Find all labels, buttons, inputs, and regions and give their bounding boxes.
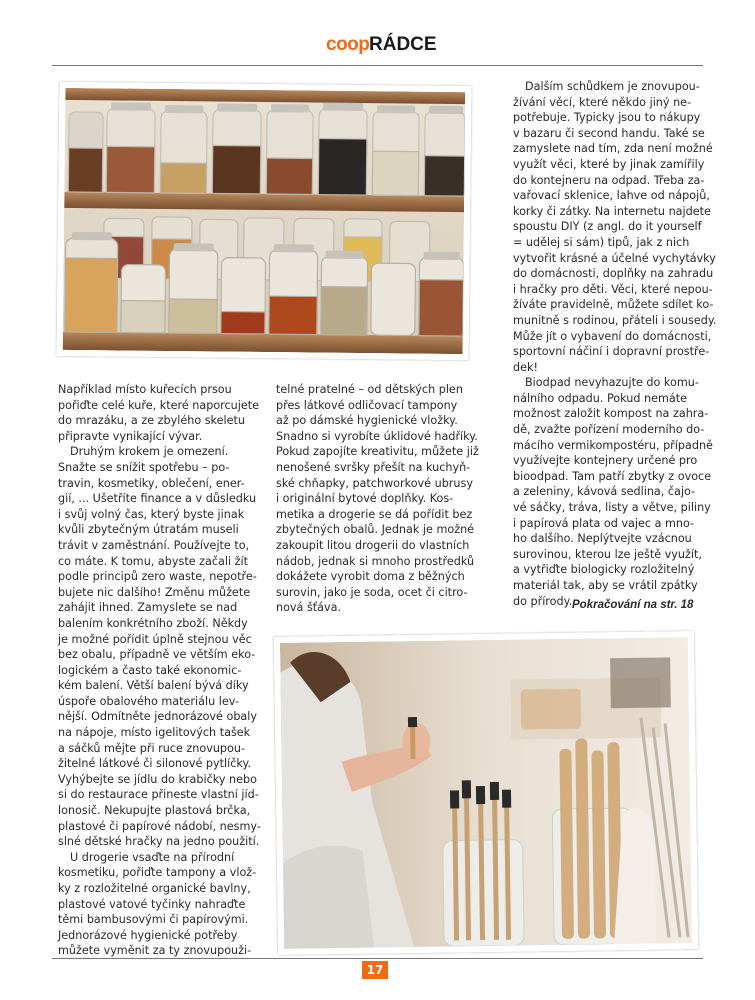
text-line: travin, kosmetiky, oblečení, ener-: [58, 476, 245, 490]
text-line: Biodpad nevyhazujte do komu-: [525, 376, 699, 390]
text-line: bioodpad. Tam patří zbytky z ovoce: [513, 469, 712, 483]
text-line: korky či zátky. Na internetu najdete: [513, 204, 711, 218]
text-line: i papírová plata od vajec a mno-: [513, 516, 695, 530]
text-line: nálního odpadu. Pokud nemáte: [513, 391, 688, 405]
text-line: možnost založit kompost na zahra-: [513, 407, 709, 421]
text-line: žívání věcí, které někdo jiný ne-: [513, 95, 692, 109]
text-line: Snažte se snížit spotřebu – po-: [58, 460, 230, 474]
continued-note: Pokračování na str. 18: [572, 599, 694, 611]
text-line: ho dalšího. Neplýtvejte vzácnou: [513, 532, 692, 546]
text-line: kvůli zbytečným útratám museli: [58, 523, 239, 537]
page-header: [0, 32, 755, 60]
text-line: až po dámské hygienické vložky.: [276, 414, 458, 428]
text-line: slné dětské hračky na jedno použití.: [58, 835, 260, 849]
text-line: můžete vyměnit za ty znovupouži-: [58, 944, 252, 958]
text-line: surovinou, kterou lze ještě využít,: [513, 547, 702, 561]
text-line: i hračky pro děti. Věci, které nepou-: [513, 282, 713, 296]
text-line: v bazaru či second handu. Také se: [513, 126, 705, 140]
text-line: nová šťáva.: [276, 601, 342, 615]
text-line: Vyhýbejte se jídlu do krabičky nebo: [58, 772, 257, 786]
text-line: kém balení. Větší balení bývá díky: [58, 679, 249, 693]
text-line: nádob, jednak si mnoho prostředků: [276, 554, 475, 568]
text-line: zbytečných obalů. Jednak je možné: [276, 523, 475, 537]
text-line: vařovací sklenice, lahve od nápojů,: [513, 189, 710, 203]
jar-shelves-photo: [57, 82, 472, 360]
text-line: munitně s rodinou, přáteli i sousedy.: [513, 313, 717, 327]
text-line: využít věci, které by jinak zamířily: [513, 157, 705, 171]
text-line: bez obalu, případně ve větším eko-: [58, 648, 256, 662]
text-line: do přírody.: [513, 594, 573, 608]
text-line: na nápoje, místo igelitových tašek: [58, 726, 251, 740]
text-line: dě, zvažte pořízení moderního do-: [513, 423, 705, 437]
text-line: nější. Odmítněte jednorázové obaly: [58, 710, 258, 724]
top-rule: [52, 65, 703, 66]
text-line: U drogerie vsaďte na přírodní: [70, 850, 235, 864]
text-line: ky z rozložitelné organické bavlny,: [58, 882, 251, 895]
text-line: ské chňapky, patchworkové ubrusy: [276, 476, 473, 490]
bottom-rule: [52, 958, 703, 959]
text-line: připravte vynikající vývar.: [58, 429, 203, 443]
text-line: mácího vermikompostéru, případně: [513, 438, 713, 452]
text-line: Druhým krokem je omezení.: [70, 445, 229, 459]
text-column-right: [513, 79, 716, 609]
text-line: a zeleniny, kávová sedlina, čajo-: [513, 485, 696, 499]
text-line: Snadno si vyrobíte úklidové hadříky.: [276, 429, 478, 443]
text-line: zamyslete nad tím, zda není možné: [513, 142, 713, 156]
text-line: přes látkové odličovací tampony: [276, 398, 458, 412]
text-line: materiál tak, aby se vrátil zpátky: [513, 579, 698, 592]
text-line: sportovní náčiní i dopravní prostře-: [513, 345, 710, 359]
text-line: podle principů zero waste, nepotře-: [58, 570, 257, 584]
text-line: úspoře obalového materiálu lev-: [58, 694, 240, 708]
bamboo-brushes-photo: [274, 631, 698, 955]
text-line: surovin, jako je soda, ocet či citro-: [276, 585, 468, 599]
text-line: využívejte kontejnery určené pro: [513, 454, 698, 468]
section-title: RÁDCE: [369, 34, 437, 55]
text-line: těmi bambusovými či papírovými.: [58, 913, 249, 927]
text-column-left: [58, 382, 261, 959]
text-line: do mrazáku, a ze zbylého skeletu: [58, 414, 245, 428]
text-line: bujete nic dalšího! Změnu můžete: [58, 585, 251, 599]
text-line: trávit v zaměstnání. Používejte to,: [58, 538, 250, 552]
text-line: kosmetiku, pořiďte tampony a vlož-: [58, 866, 257, 880]
text-line: si do restaurace přineste vlastní jíd-: [58, 788, 259, 802]
text-line: Například místo kuřecích prsou: [58, 383, 232, 396]
text-line: metika a drogerie se dá pořídit bez: [276, 507, 473, 521]
text-line: dek!: [513, 360, 538, 374]
text-line: i svůj volný čas, který byste jinak: [58, 507, 245, 521]
text-line: zakoupit litou drogerii do vlastních: [276, 538, 470, 552]
text-line: co máte. K tomu, abyste začali žít: [58, 554, 249, 568]
text-line: = udělej si sám) tipů, jak z nich: [513, 235, 690, 249]
text-line: balením konkrétního zboží. Někdy: [58, 616, 248, 630]
text-line: do kontejneru na odpad. Třeba za-: [513, 173, 705, 187]
text-column-middle: [276, 382, 479, 616]
text-line: spoustu DIY (z angl. do it yourself: [513, 220, 702, 234]
text-line: žíváte pravidelně, můžete sdílet ko-: [513, 298, 714, 312]
text-line: plastové vatové tyčinky nahraďte: [58, 897, 246, 911]
text-line: Jednorázové hygienické potřeby: [58, 928, 238, 942]
text-line: telné pratelné – od dětských plen: [276, 383, 463, 396]
text-line: nenošené svršky přešít na kuchyň-: [276, 460, 471, 474]
text-line: dokážete vyrobit doma z běžných: [276, 570, 465, 584]
text-line: do domácnosti, doplňky na zahradu: [513, 267, 714, 281]
text-line: Pokud zapojíte kreativitu, můžete již: [276, 445, 479, 459]
text-line: a sáčků mějte při ruce znovupou-: [58, 741, 245, 755]
text-line: potřebuje. Typicky jsou to nákupy: [513, 111, 701, 125]
text-line: zahájit ihned. Zamyslete se nad: [58, 601, 238, 615]
text-line: je možné pořídit úplně stejnou věc: [58, 632, 252, 646]
text-line: vé sáčky, tráva, listy a větve, piliny: [513, 501, 711, 515]
text-line: žitelné látkové či silonové pytlíčky.: [58, 757, 252, 771]
text-line: vytvořit krásné a účelné vychytávky: [513, 251, 716, 265]
text-line: pořiďte celé kuře, které naporcujete: [58, 398, 260, 412]
text-line: lonosič. Nekupujte plastová brčka,: [58, 804, 251, 818]
text-line: Dalším schůdkem je znovupou-: [525, 80, 700, 93]
text-line: i originální bytové doplňky. Kos-: [276, 492, 454, 506]
page-number: 17: [362, 961, 388, 979]
text-line: Může jít o vybavení do domácnosti,: [513, 329, 712, 343]
text-line: a vytřiďte biologicky rozložitelný: [513, 563, 695, 577]
text-line: logickém a často také ekonomic-: [58, 663, 242, 677]
text-line: plastové či papírové nádobí, nesmy-: [58, 819, 261, 833]
text-line: gií, ... Ušetříte finance a v důsledku: [58, 492, 257, 506]
coop-logo: coop: [326, 34, 370, 55]
